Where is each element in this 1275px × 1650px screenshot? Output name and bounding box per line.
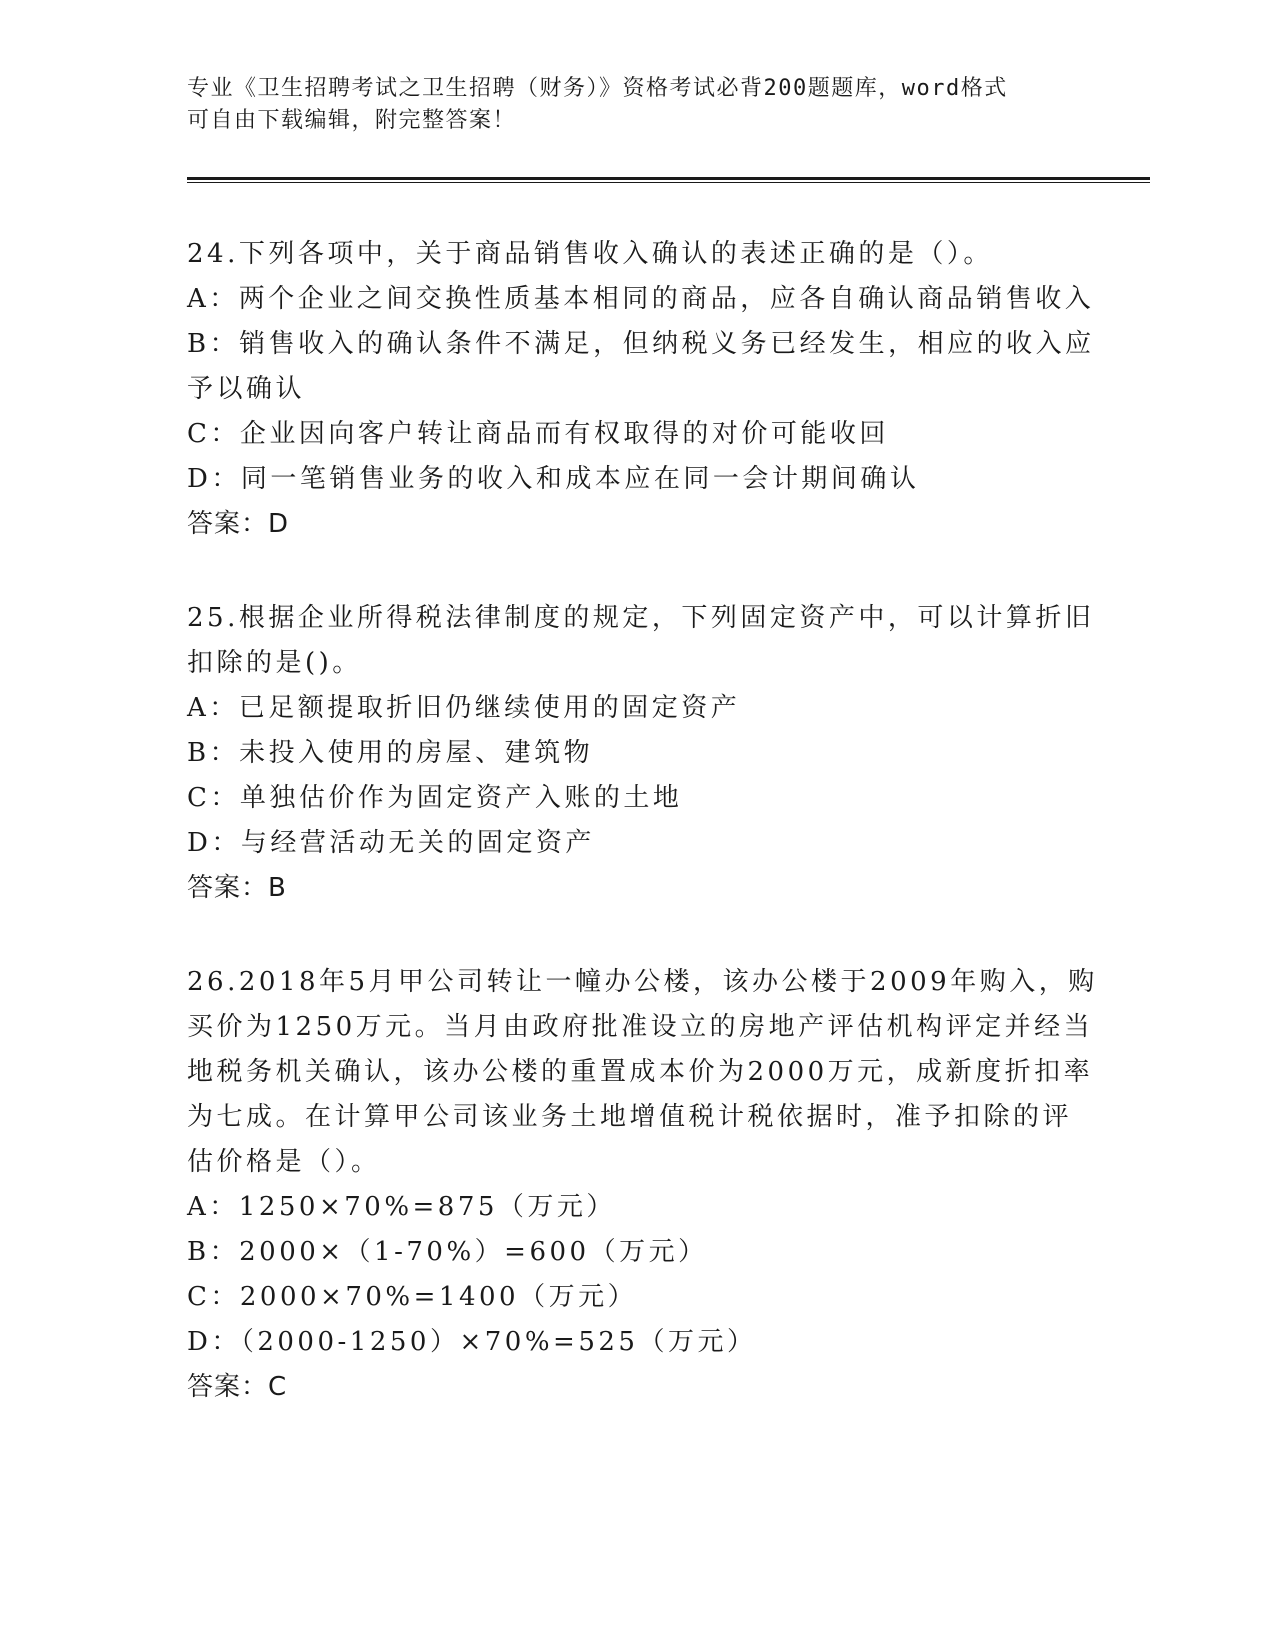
option-c: C：单独估价作为固定资产入账的土地	[187, 783, 683, 813]
question-stem: 26.2018年5月甲公司转让一幢办公楼，该办公楼于2009年购入，购	[187, 967, 1098, 997]
option-d: D：同一笔销售业务的收入和成本应在同一会计期间确认	[187, 464, 920, 494]
option-d: D：与经营活动无关的固定资产	[187, 828, 595, 858]
option-a: A：1250×70%=875（万元）	[187, 1192, 616, 1222]
option-a: A：两个企业之间交换性质基本相同的商品，应各自确认商品销售收入	[187, 284, 1095, 314]
answer: 答案：D	[187, 509, 290, 539]
option-b-continued: 予以确认	[187, 374, 306, 404]
question-stem: 24.下列各项中，关于商品销售收入确认的表述正确的是（）。	[187, 239, 993, 269]
question-24	[187, 232, 1095, 547]
answer: 答案：C	[187, 1372, 288, 1402]
question-stem: 25.根据企业所得税法律制度的规定，下列固定资产中，可以计算折旧	[187, 603, 1095, 633]
question-stem-continued: 扣除的是()。	[187, 648, 362, 678]
option-c: C：企业因向客户转让商品而有权取得的对价可能收回	[187, 419, 889, 449]
question-stem-continued: 为七成。在计算甲公司该业务土地增值税计税依据时，准予扣除的评	[187, 1102, 1073, 1132]
question-stem-continued: 买价为1250万元。当月由政府批准设立的房地产评估机构评定并经当	[187, 1012, 1094, 1042]
question-stem-continued: 地税务机关确认，该办公楼的重置成本价为2000万元，成新度折扣率	[187, 1057, 1094, 1087]
answer: 答案：B	[187, 873, 287, 903]
option-b: B：2000×（1-70%）=600（万元）	[187, 1237, 708, 1267]
option-d: D：（2000-1250）×70%=525（万元）	[187, 1327, 757, 1357]
header-divider-thin	[187, 182, 1150, 183]
question-stem-continued: 估价格是（）。	[187, 1147, 381, 1177]
question-26	[187, 960, 1098, 1410]
header-line-2: 可自由下载编辑，附完整答案！	[187, 108, 517, 133]
header-divider-thick	[187, 177, 1150, 180]
option-c: C：2000×70%=1400（万元）	[187, 1282, 638, 1312]
document-header	[187, 73, 1087, 137]
option-b: B：未投入使用的房屋、建筑物	[187, 738, 594, 768]
option-a: A：已足额提取折旧仍继续使用的固定资产	[187, 693, 741, 723]
header-line-1: 专业《卫生招聘考试之卫生招聘（财务）》资格考试必背200题题库，word格式	[187, 76, 1008, 101]
question-25	[187, 596, 1095, 911]
option-b: B：销售收入的确认条件不满足，但纳税义务已经发生，相应的收入应	[187, 329, 1095, 359]
